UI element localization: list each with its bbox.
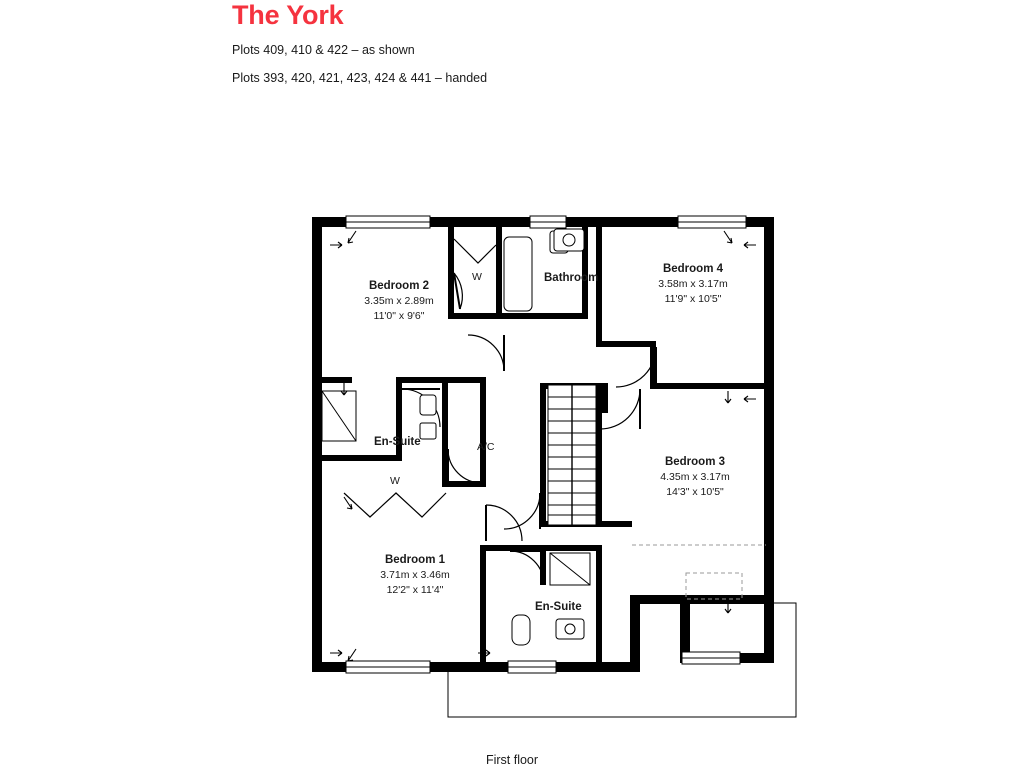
bedroom2-dim-imperial: 11'0" x 9'6" (373, 310, 425, 322)
bedroom3-dim-imperial: 14'3" x 10'5" (666, 486, 724, 498)
header-block (232, 0, 832, 86)
plots-handed: Plots 393, 420, 421, 423, 424 & 441 – handed (232, 71, 488, 85)
bedroom1-dim-metric: 3.71m x 3.46m (380, 569, 450, 581)
label-wardrobe-top: W (472, 271, 482, 283)
floor-caption: First floor (485, 753, 539, 767)
plots-as-shown: Plots 409, 410 & 422 – as shown (232, 43, 415, 57)
bedroom3-name: Bedroom 3 (664, 456, 726, 468)
bedroom2-dim-metric: 3.35m x 2.89m (364, 295, 434, 307)
bedroom2-name: Bedroom 2 (368, 280, 430, 292)
label-ac-cupboard: A/C (477, 441, 495, 453)
label-bathroom: Bathroom (544, 272, 599, 284)
bedroom4-dim-imperial: 11'9" x 10'5" (664, 293, 722, 305)
floor-plan (300, 205, 820, 735)
bedroom4-dim-metric: 3.58m x 3.17m (658, 278, 728, 290)
page-title: The York (232, 0, 344, 30)
label-ensuite-top: En-Suite (374, 436, 421, 448)
room-label-bedroom3 (620, 455, 770, 500)
bedroom3-dim-metric: 4.35m x 3.17m (660, 471, 730, 483)
label-ensuite-bottom: En-Suite (535, 601, 582, 613)
room-label-bedroom1 (340, 553, 490, 598)
dashed-outline (632, 545, 766, 599)
room-label-bedroom4 (618, 262, 768, 307)
staircase (548, 385, 596, 525)
room-label-bedroom2 (324, 279, 474, 324)
bedroom1-name: Bedroom 1 (384, 554, 446, 566)
bedroom1-dim-imperial: 12'2" x 11'4" (386, 584, 444, 596)
bedroom4-name: Bedroom 4 (662, 263, 724, 275)
label-wardrobe-left: W (390, 475, 400, 487)
